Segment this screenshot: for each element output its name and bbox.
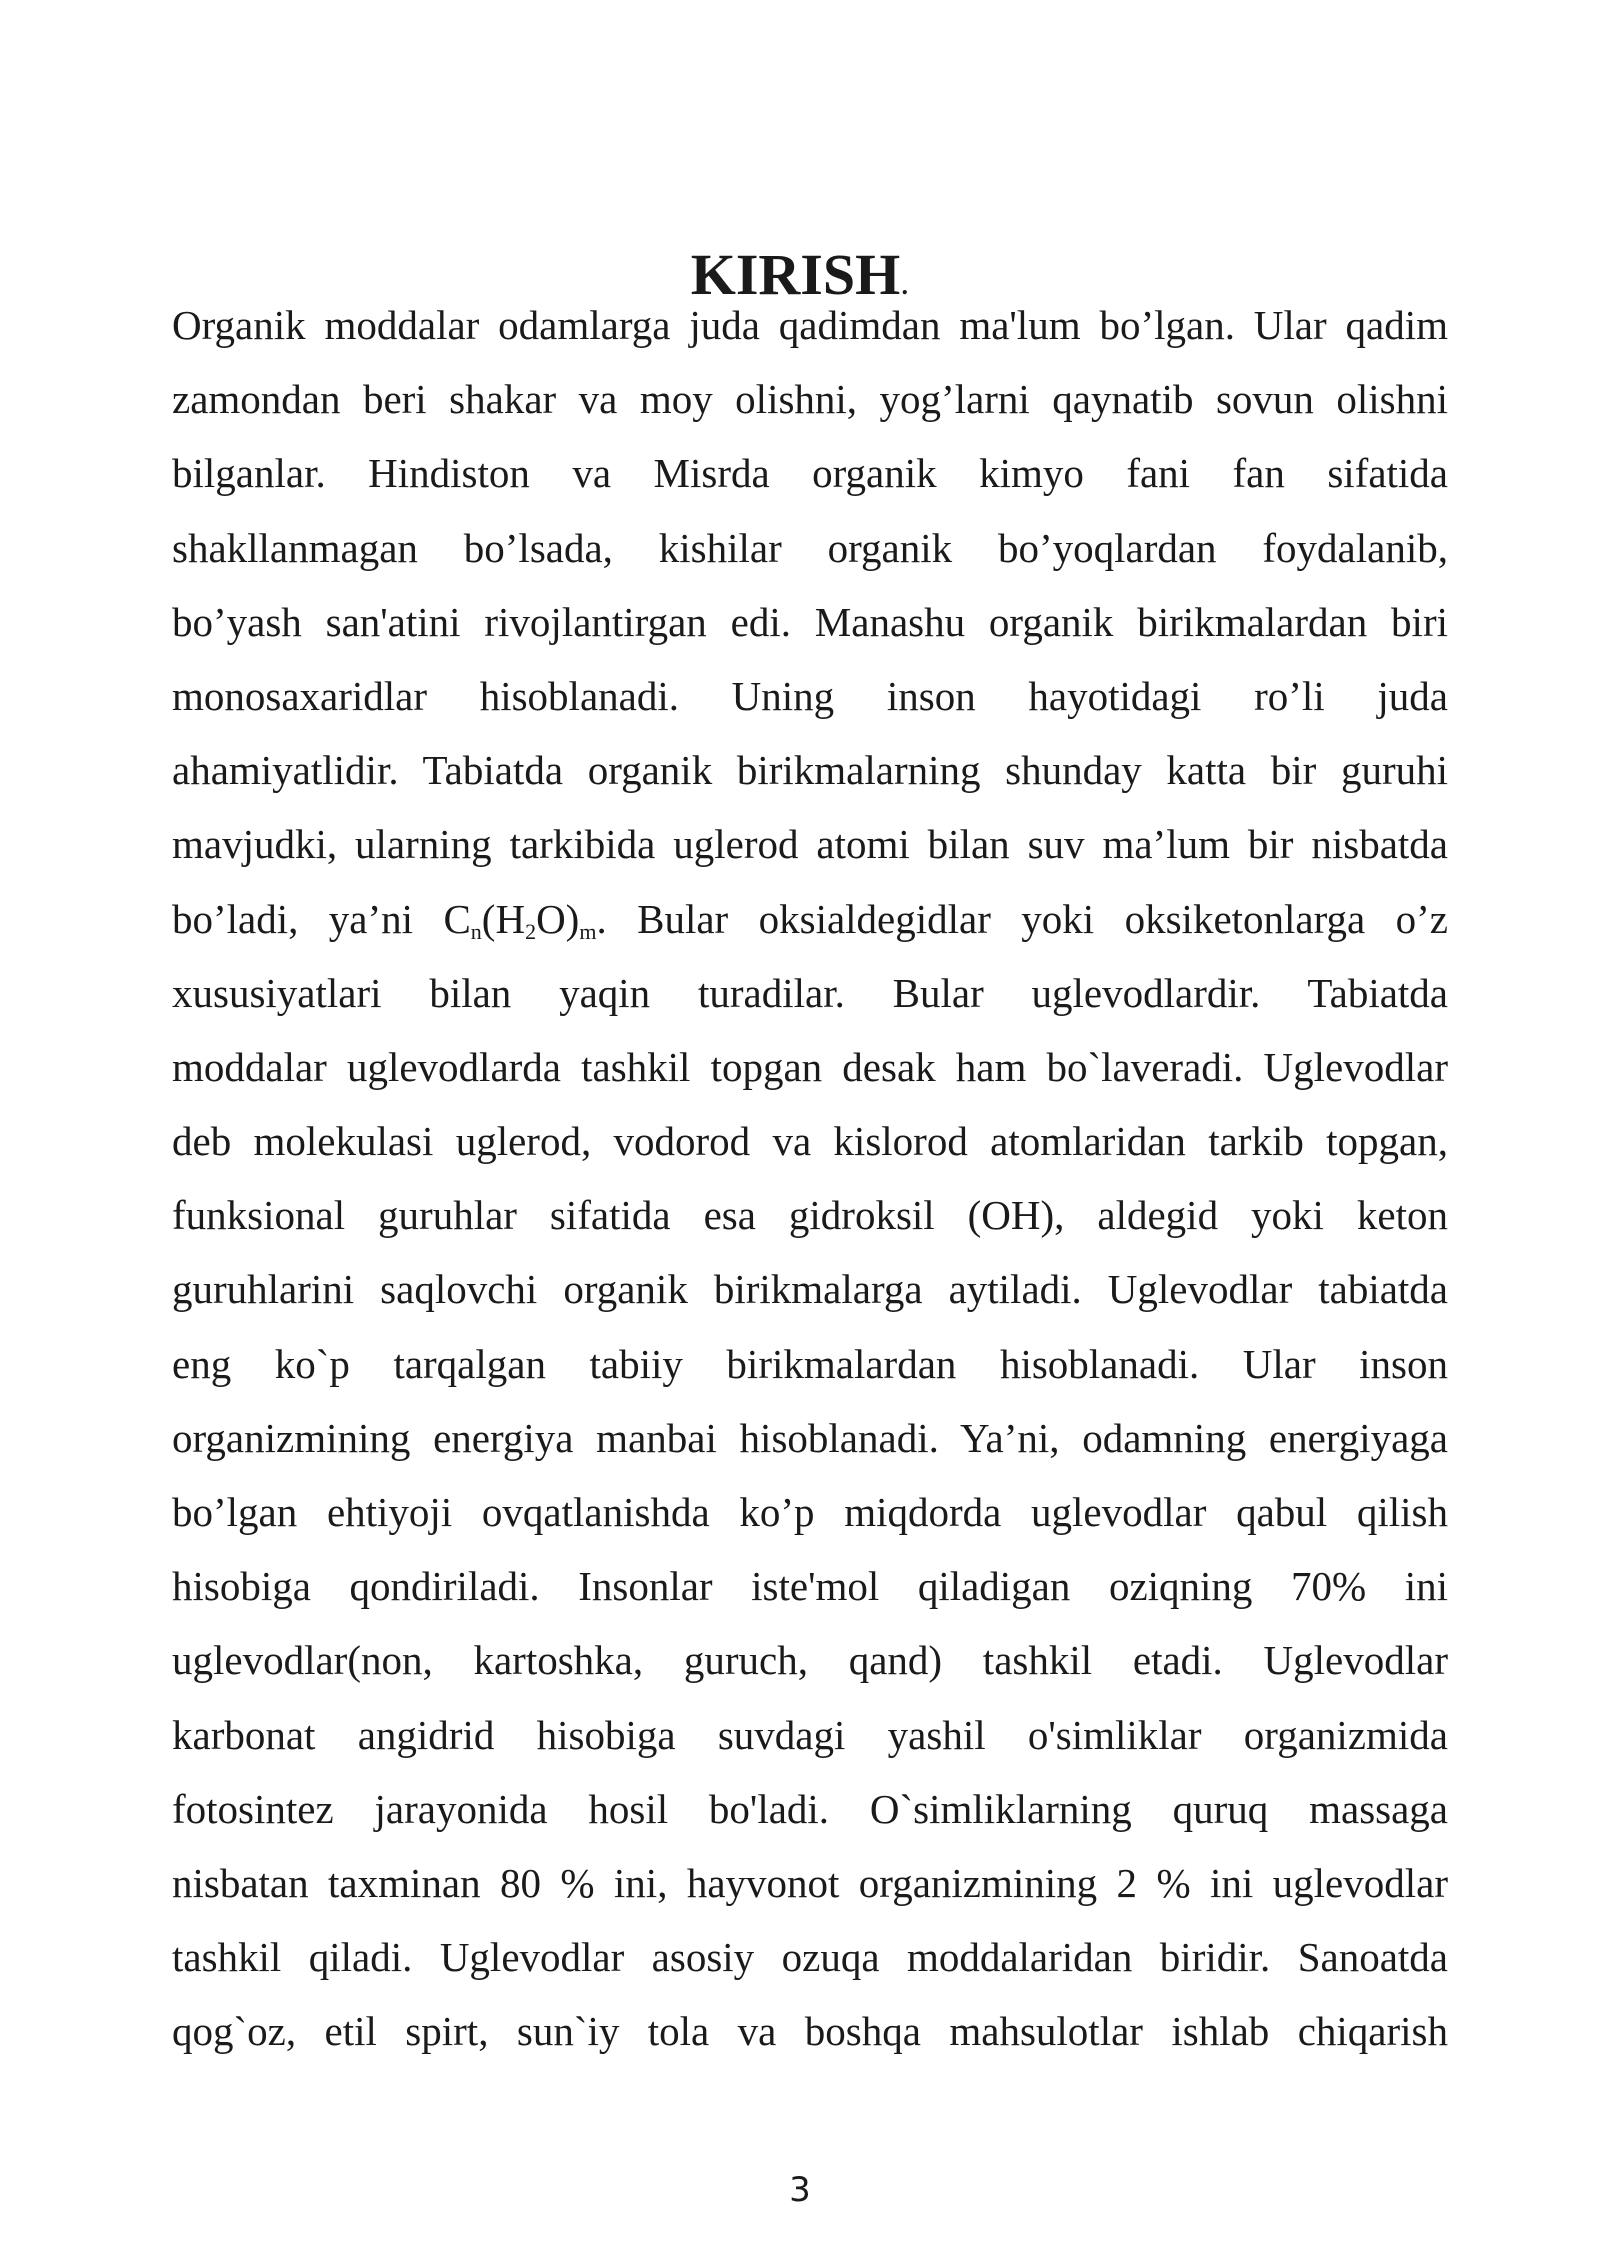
text-line: zamondan beri shakar va moy olishni, yog’larni qaynatib sovun olishni (172, 376, 1448, 423)
text-line: qog`oz, etil spirt, sun`iy tola va boshqa mahsulotlar ishlab chiqarish (172, 2008, 1448, 2055)
text-line: hisobiga qondiriladi. Insonlar iste'mol qiladigan oziqning 70% ini (172, 1563, 1448, 1610)
text-line: uglevodlar(non, kartoshka, guruch, qand) tashkil etadi. Uglevodlar (172, 1637, 1448, 1684)
formula-before: bo’ladi, ya’ni C (172, 895, 471, 942)
formula-subscript-m: m (579, 918, 597, 944)
formula-subscript-n: n (470, 918, 482, 944)
page-number: 3 (789, 2170, 811, 2210)
text-line: organizmining energiya manbai hisoblanadi. Ya’ni, odamning energiyaga (172, 1414, 1448, 1461)
text-line: funksional guruhlar sifatida esa gidroksil (OH), aldegid yoki keton (172, 1192, 1448, 1239)
text-line: bilganlar. Hindiston va Misrda organik kimyo fani fan sifatida (172, 450, 1448, 497)
formula-mid2: O) (536, 895, 580, 942)
text-line: bo’yash san'atini rivojlantirgan edi. Manashu organik birikmalardan biri (172, 598, 1448, 645)
text-line: xususiyatlari bilan yaqin turadilar. Bular uglevodlardir. Tabiatda (172, 969, 1448, 1016)
text-line: fotosintez jarayonida hosil bo'ladi. O`simliklarning quruq massaga (172, 1785, 1448, 1832)
body-paragraph (172, 288, 1448, 2069)
text-line: tashkil qiladi. Uglevodlar asosiy ozuqa moddalaridan biridir. Sanoatda (172, 1934, 1448, 1981)
text-line: bo’lgan ehtiyoji ovqatlanishda ko’p miqdorda uglevodlar qabul qilish (172, 1489, 1448, 1535)
text-line: monosaxaridlar hisoblanadi. Uning inson hayotidagi ro’li juda (172, 672, 1448, 719)
text-line: karbonat angidrid hisobiga suvdagi yashil o'simliklar organizmida (172, 1711, 1448, 1758)
text-line: ahamiyatlidir. Tabiatda organik birikmalarning shunday katta bir guruhi (172, 747, 1448, 794)
text-line: mavjudki, ularning tarkibida uglerod atomi bilan suv ma’lum bir nisbatda (172, 821, 1448, 868)
formula-subscript-2: 2 (525, 918, 537, 944)
text-line: eng ko`p tarqalgan tabiiy birikmalardan hisoblanadi. Ular inson (172, 1340, 1448, 1387)
text-line: Organik moddalar odamlarga juda qadimdan ma'lum bo’lgan. Ular qadim (172, 302, 1448, 348)
title-text: KIRISH (690, 241, 901, 307)
formula-mid: (H (481, 895, 526, 942)
formula-line (172, 882, 1448, 956)
text-line: deb molekulasi uglerod, vodorod va kislorod atomlaridan tarkib topgan, (172, 1118, 1448, 1165)
formula-after: . Bular oksialdegidlar yoki oksiketonlarga o’z (596, 895, 1448, 942)
title-suffix: . (900, 261, 910, 302)
text-line: nisbatan taxminan 80 % ini, hayvonot organizmining 2 % ini uglevodlar (172, 1859, 1448, 1906)
text-line: moddalar uglevodlarda tashkil topgan desak ham bo`laveradi. Uglevodlar (172, 1043, 1448, 1090)
text-line: shakllanmagan bo’lsada, kishilar organik bo’yoqlardan foydalanib, (172, 524, 1448, 571)
text-line: guruhlarini saqlovchi organik birikmalarga aytiladi. Uglevodlar tabiatda (172, 1266, 1448, 1313)
